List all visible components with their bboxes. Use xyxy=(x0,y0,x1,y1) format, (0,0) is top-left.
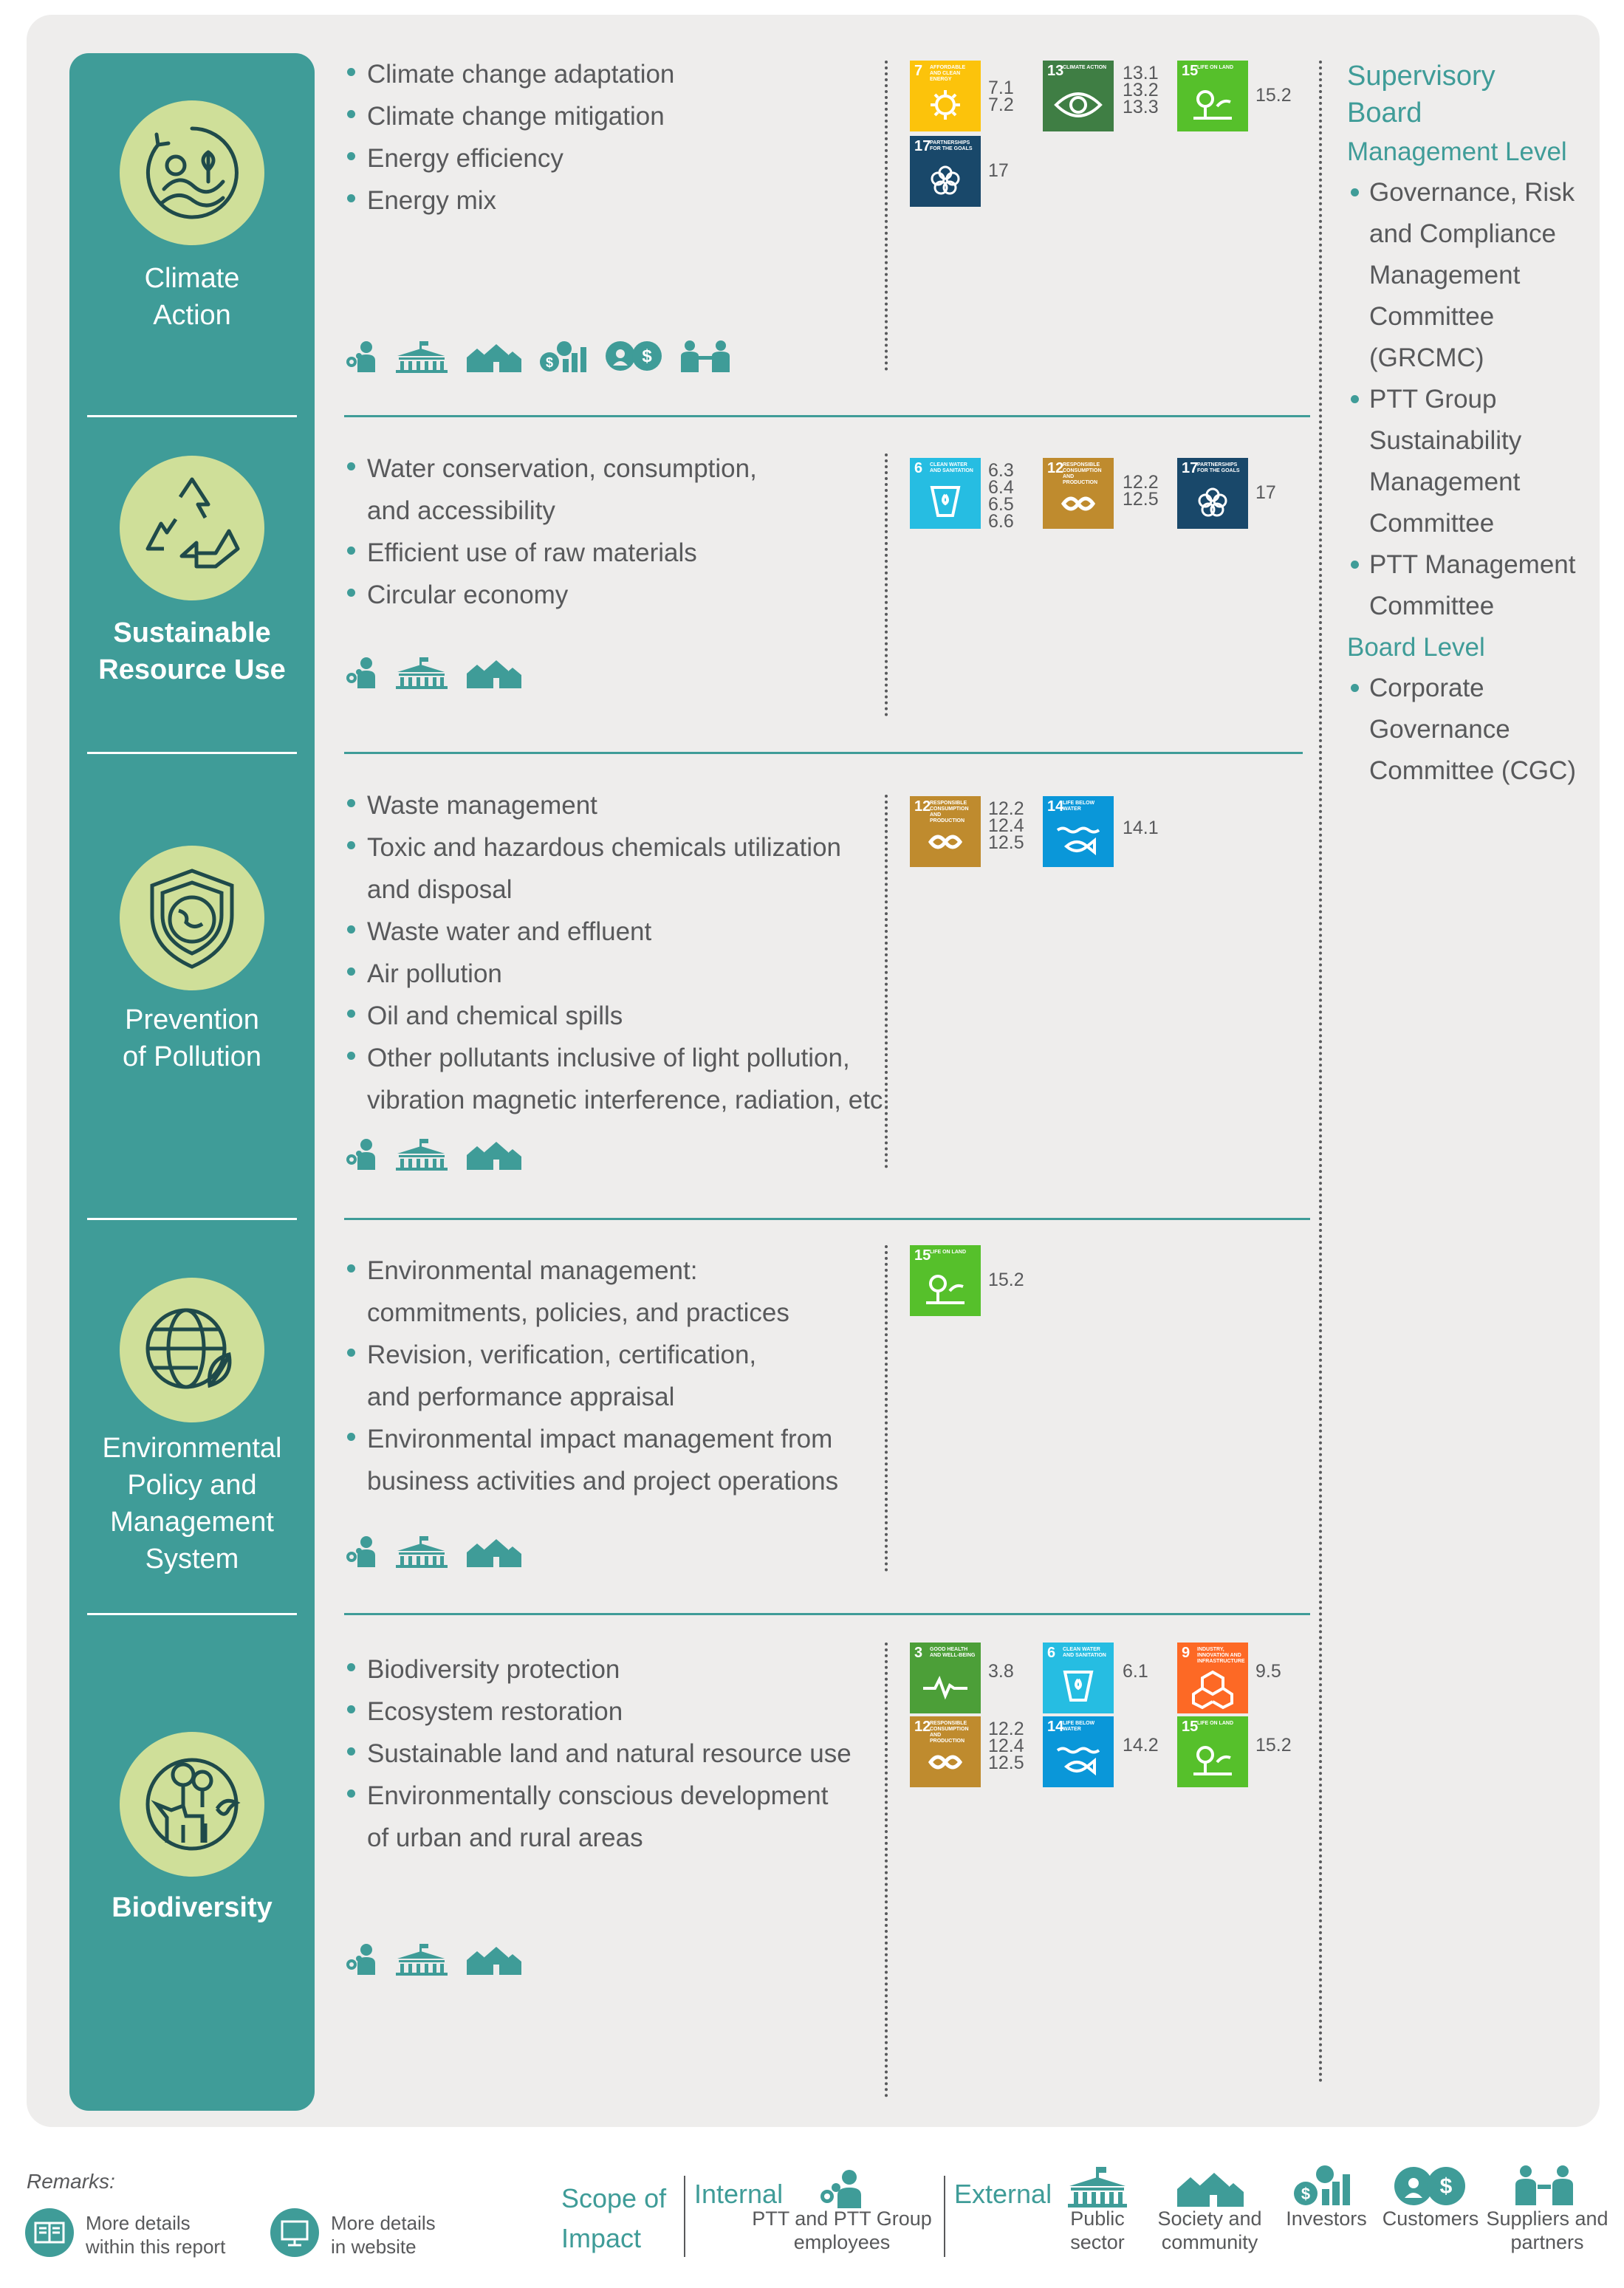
list-item: Circular economy xyxy=(347,574,757,616)
community-icon xyxy=(465,340,523,374)
sdg-targets: 7.1 7.2 xyxy=(988,78,1014,115)
community-icon xyxy=(1174,2167,1245,2208)
topic-list-environmental-policy: Environmental management: commitments, policies, and practices Revision, verification, certification, and performance appraisal Environmental impact management from business activities and project operations xyxy=(347,1250,838,1502)
stakeholder-row xyxy=(344,656,538,690)
topic-list-biodiversity: Biodiversity protection Ecosystem restoration Sustainable land and natural resource use Environmentally conscious development of urban and rural areas xyxy=(347,1648,852,1859)
list-item: PTT Group Sustainability Management Committee xyxy=(1347,379,1598,544)
sdg-tile: 15 LIFE ON LAND xyxy=(1177,1716,1248,1787)
sdg-targets: 14.2 xyxy=(1123,1735,1159,1756)
dotted-divider xyxy=(1319,61,1322,2084)
list-item: Energy efficiency xyxy=(347,137,674,179)
list-item: Sustainable land and natural resource use xyxy=(347,1733,852,1775)
list-item: Governance, Risk and Compliance Management Committee (GRCMC) xyxy=(1347,172,1598,379)
public-sector-icon xyxy=(1062,2164,1133,2208)
sdg-targets: 12.2 12.4 12.5 xyxy=(988,1719,1024,1773)
section-title-climate-action: Climate Action xyxy=(144,263,240,331)
sdg-tile: 13 CLIMATE ACTION xyxy=(1043,61,1114,131)
employees-label: PTT and PTT Group employees xyxy=(752,2207,932,2253)
investors-label: Investors xyxy=(1286,2207,1367,2230)
employees-icon xyxy=(344,1942,378,1976)
external-label: External xyxy=(954,2179,1052,2209)
list-item: PTT Management Committee xyxy=(1347,544,1598,627)
public-sector-icon xyxy=(393,656,450,690)
community-label: Society and community xyxy=(1157,2207,1262,2253)
customers-icon xyxy=(1393,2165,1467,2207)
board-level-heading: Board Level xyxy=(1347,633,1485,662)
section-title-sustainable-resource-use: Sustainable Resource Use xyxy=(98,617,286,685)
employees-icon xyxy=(344,340,378,374)
svg-text:$: $ xyxy=(545,355,554,370)
list-item: Revision, verification, certification, xyxy=(347,1334,838,1376)
list-item: Air pollution xyxy=(347,953,890,995)
customers-label: Customers xyxy=(1382,2207,1479,2230)
section-rule xyxy=(344,415,1310,417)
climate-action-icon xyxy=(120,100,264,245)
list-item: Water conservation, consumption, xyxy=(347,448,757,490)
scope-of-impact-label: Scope of Impact xyxy=(561,2183,667,2253)
sidebar-divider xyxy=(87,1613,297,1615)
website-monitor-icon xyxy=(270,2208,319,2257)
list-item: Oil and chemical spills xyxy=(347,995,890,1037)
list-item: Environmental management: xyxy=(347,1250,838,1292)
svg-text:$: $ xyxy=(642,346,652,366)
list-item: Climate change mitigation xyxy=(347,95,674,137)
section-rule xyxy=(344,1613,1310,1615)
report-details-text: More details within this report xyxy=(86,2212,226,2258)
list-item: Toxic and hazardous chemicals utilization xyxy=(347,826,890,869)
topic-list-prevention-of-pollution: Waste management Toxic and hazardous chemicals utilization and disposal Waste water and effluent Air pollution Oil and chemical spills Other pollutants inclusive of light pollution, vibration magnetic interference, radiation, etc. xyxy=(347,784,890,1121)
sdg-tile: 7 AFFORDABLE AND CLEAN ENERGY xyxy=(910,61,981,131)
sdg-tile: 12 RESPONSIBLE CONSUMPTION AND PRODUCTION xyxy=(910,1716,981,1787)
stakeholder-row xyxy=(344,1137,538,1171)
shield-earth-icon xyxy=(120,846,264,990)
suppliers-icon xyxy=(678,340,733,374)
sdg-tile: 12 RESPONSIBLE CONSUMPTION AND PRODUCTION xyxy=(1043,458,1114,529)
footer-divider xyxy=(684,2176,685,2257)
list-item: Environmental impact management from xyxy=(347,1418,838,1460)
dotted-divider xyxy=(885,61,888,371)
governance-column xyxy=(1347,58,1598,792)
sdg-tile: 17 PARTNERSHIPS FOR THE GOALS xyxy=(1177,458,1248,529)
sdg-targets: 12.2 12.5 xyxy=(1123,472,1159,510)
stakeholder-row xyxy=(344,1535,538,1569)
list-item: Biodiversity protection xyxy=(347,1648,852,1691)
biodiversity-icon xyxy=(120,1732,264,1877)
svg-text:$: $ xyxy=(1439,2174,1453,2199)
sdg-tile: 15 LIFE ON LAND xyxy=(1177,61,1248,131)
list-item: Ecosystem restoration xyxy=(347,1691,852,1733)
public-sector-icon xyxy=(393,1942,450,1976)
list-item: Energy mix xyxy=(347,179,674,222)
sdg-targets: 17 xyxy=(988,160,1009,181)
sidebar-divider xyxy=(87,752,297,754)
report-book-icon xyxy=(25,2208,74,2257)
sdg-targets: 17 xyxy=(1255,482,1276,503)
sdg-tile: 9 INDUSTRY, INNOVATION AND INFRASTRUCTURE xyxy=(1177,1643,1248,1713)
investors-icon xyxy=(538,340,589,374)
sdg-targets: 12.2 12.4 12.5 xyxy=(988,798,1024,853)
community-icon xyxy=(465,1942,523,1976)
topic-list-sustainable-resource-use: Water conservation, consumption, and accessibility Efficient use of raw materials Circular economy xyxy=(347,448,757,616)
list-item: Environmentally conscious development xyxy=(347,1775,852,1817)
remarks-label: Remarks: xyxy=(27,2170,115,2193)
website-details-text: More details in website xyxy=(331,2212,436,2258)
sdg-tile: 17 PARTNERSHIPS FOR THE GOALS xyxy=(910,136,981,207)
dotted-divider xyxy=(885,1643,888,2097)
suppliers-label: Suppliers and partners xyxy=(1486,2207,1608,2253)
sdg-targets: 14.1 xyxy=(1123,818,1159,838)
list-item: Efficient use of raw materials xyxy=(347,532,757,574)
section-title-environmental-policy: Environmental Policy and Management System xyxy=(102,1433,282,1575)
sdg-targets: 15.2 xyxy=(1255,1735,1292,1756)
community-icon xyxy=(465,656,523,690)
public-sector-icon xyxy=(393,340,450,374)
list-item: Other pollutants inclusive of light pollution, xyxy=(347,1037,890,1079)
investors-icon xyxy=(1289,2164,1360,2208)
sdg-targets: 9.5 xyxy=(1255,1661,1281,1682)
stakeholder-row xyxy=(344,1942,538,1976)
customers-icon xyxy=(604,340,663,374)
sdg-tile: 15 LIFE ON LAND xyxy=(910,1245,981,1316)
supervisory-board-title: Supervisory Board xyxy=(1347,61,1495,129)
employees-icon xyxy=(812,2167,871,2211)
section-rule xyxy=(344,1218,1310,1220)
public-sector-icon xyxy=(393,1137,450,1171)
list-item: Waste management xyxy=(347,784,890,826)
sdg-tile: 14 LIFE BELOW WATER xyxy=(1043,796,1114,867)
list-item: Corporate Governance Committee (CGC) xyxy=(1347,668,1598,792)
sidebar-divider xyxy=(87,415,297,417)
public-sector-icon xyxy=(393,1535,450,1569)
sdg-targets: 3.8 xyxy=(988,1661,1014,1682)
sdg-tile: 12 RESPONSIBLE CONSUMPTION AND PRODUCTION xyxy=(910,796,981,867)
recycle-icon xyxy=(120,456,264,600)
dotted-divider xyxy=(885,453,888,716)
sdg-tile: 6 CLEAN WATER AND SANITATION xyxy=(1043,1643,1114,1713)
employees-icon xyxy=(344,1137,378,1171)
section-title-prevention-of-pollution: Prevention of Pollution xyxy=(122,1004,261,1072)
sdg-targets: 15.2 xyxy=(1255,85,1292,106)
sdg-targets: 15.2 xyxy=(988,1270,1024,1290)
topic-list-climate-action xyxy=(347,53,674,222)
internal-label: Internal xyxy=(694,2179,784,2209)
section-title-biodiversity: Biodiversity xyxy=(112,1892,273,1923)
sdg-tile: 14 LIFE BELOW WATER xyxy=(1043,1716,1114,1787)
list-item: Waste water and effluent xyxy=(347,911,890,953)
sdg-targets: 13.1 13.2 13.3 xyxy=(1123,63,1159,117)
stakeholder-row xyxy=(344,340,747,374)
management-level-heading: Management Level xyxy=(1347,137,1567,166)
dotted-divider xyxy=(885,1245,888,1572)
sidebar-divider xyxy=(87,1218,297,1220)
community-icon xyxy=(465,1535,523,1569)
section-rule xyxy=(344,752,1303,754)
public-sector-label: Public sector xyxy=(1070,2207,1125,2253)
sdg-targets: 6.3 6.4 6.5 6.6 xyxy=(988,460,1014,532)
community-icon xyxy=(465,1137,523,1171)
employees-icon xyxy=(344,1535,378,1569)
sdg-tile: 6 CLEAN WATER AND SANITATION xyxy=(910,458,981,529)
sdg-targets: 6.1 xyxy=(1123,1661,1148,1682)
suppliers-icon xyxy=(1511,2164,1577,2208)
employees-icon xyxy=(344,656,378,690)
svg-text:$: $ xyxy=(1301,2185,1311,2203)
list-item: Climate change adaptation xyxy=(347,53,674,95)
sdg-tile: 3 GOOD HEALTH AND WELL-BEING xyxy=(910,1643,981,1713)
globe-leaf-icon xyxy=(120,1278,264,1422)
